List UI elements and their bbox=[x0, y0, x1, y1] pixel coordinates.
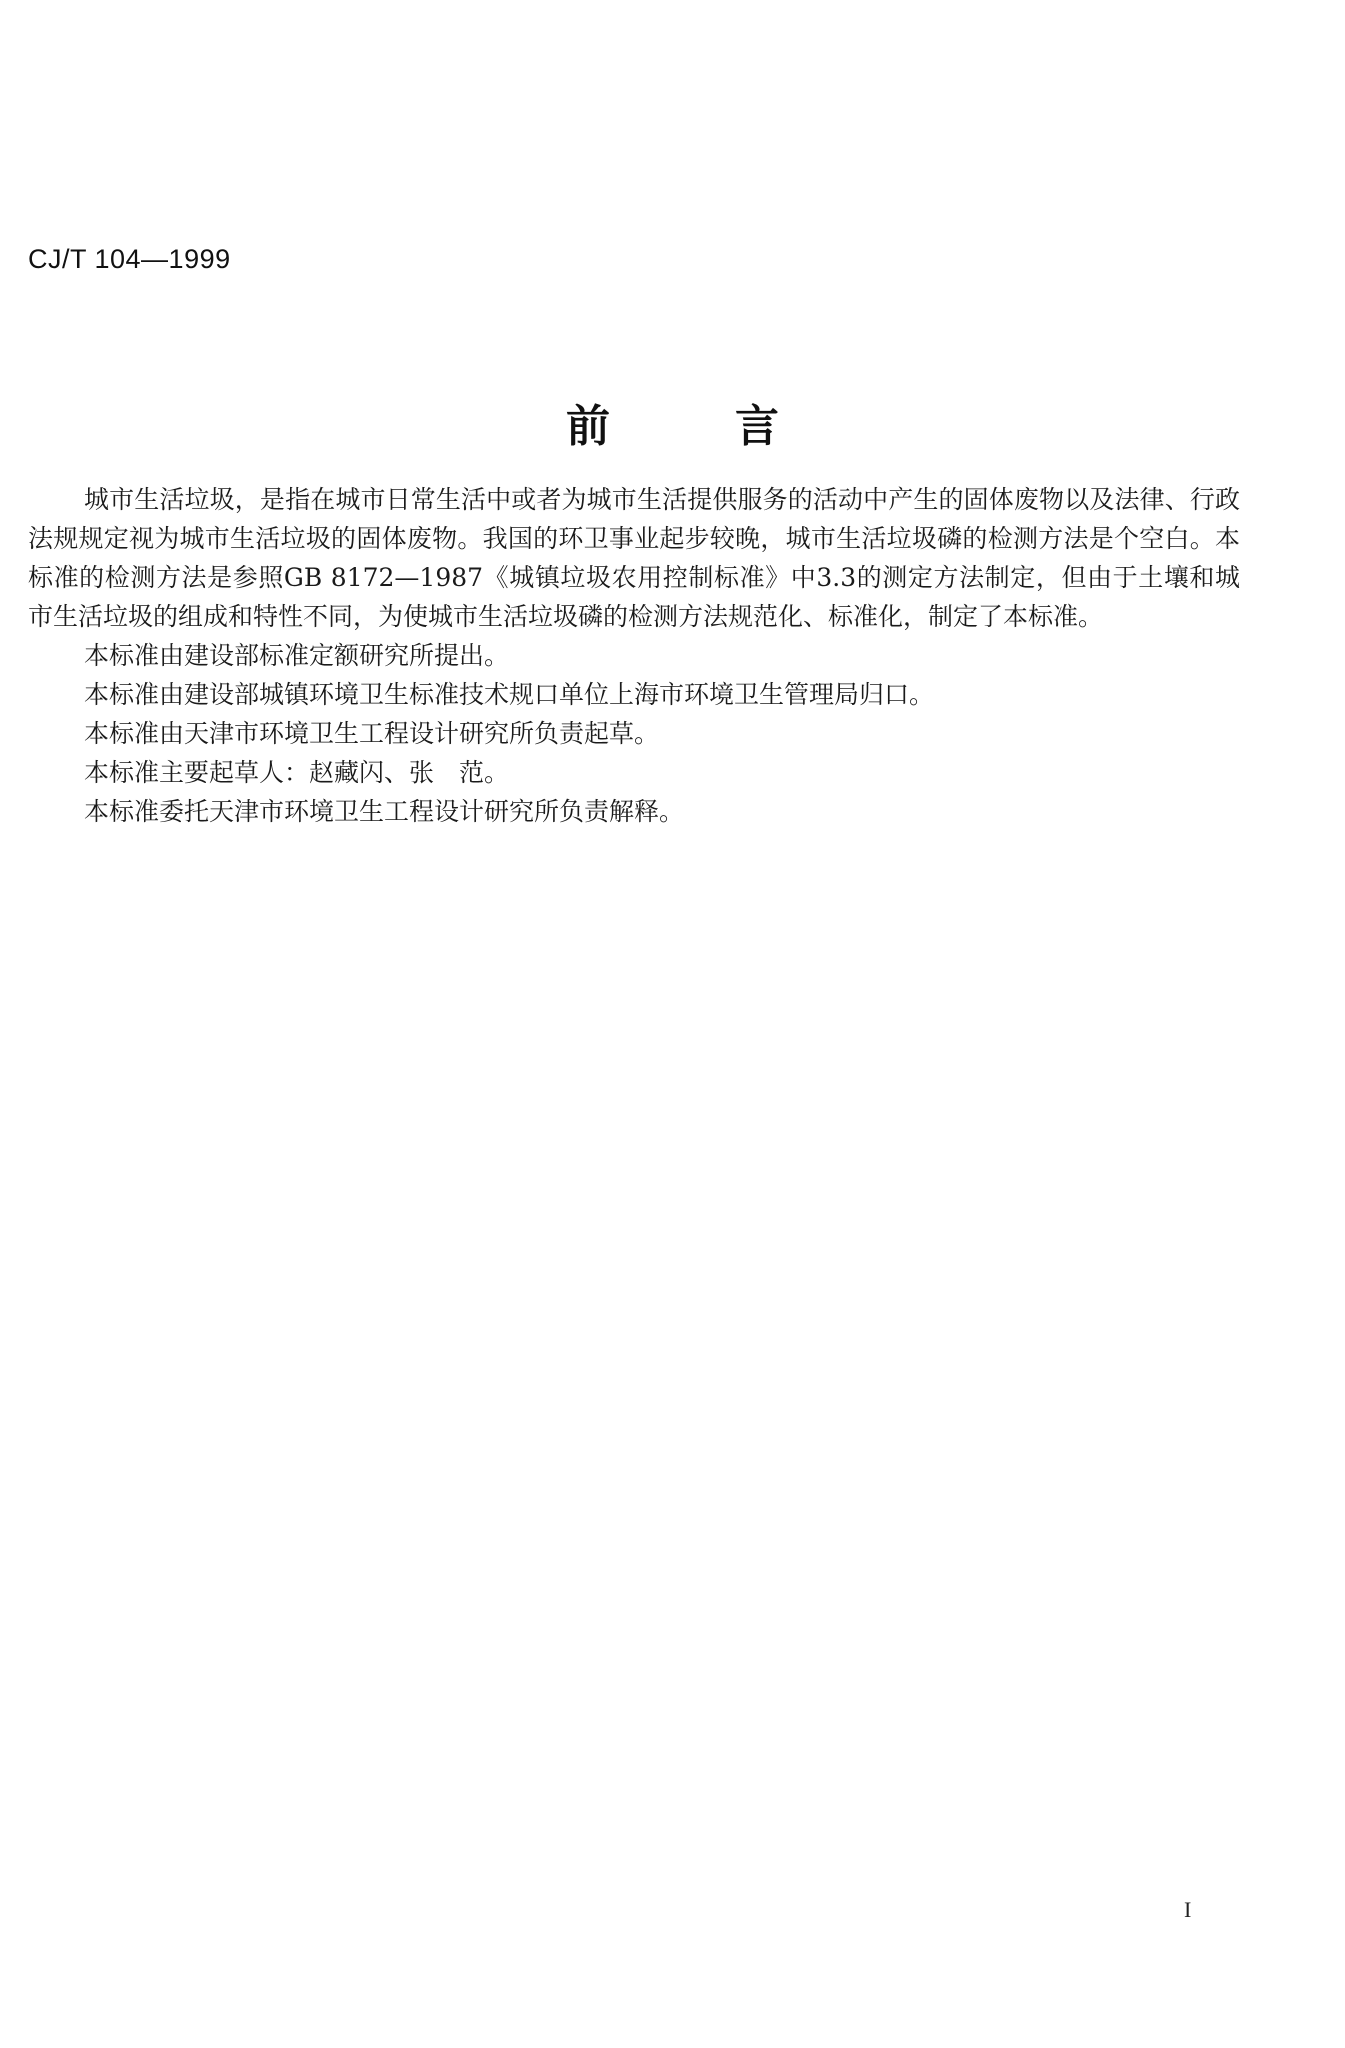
paragraph-proposer: 本标准由建设部标准定额研究所提出。 bbox=[84, 641, 510, 670]
paragraph-interpretation: 本标准委托天津市环境卫生工程设计研究所负责解释。 bbox=[84, 797, 685, 826]
foreword-body bbox=[28, 480, 1240, 831]
page-number: I bbox=[1184, 1897, 1192, 1922]
title-char-1: 前 bbox=[566, 401, 610, 452]
paragraph-intro: 城市生活垃圾，是指在城市日常生活中或者为城市生活提供服务的活动中产生的固体废物以及法律、行政法规规定视为城市生活垃圾的固体废物。我国的环卫事业起步较晚，城市生活垃圾磷的检测方法是个空白。本标准的检测方法是参照GB 8172—1987《城镇垃圾农用控制标准》中3.3的测定方法制定，但由于土壤和城市生活垃圾的组成和特性不同，为使城市生活垃圾磷的检测方法规范化、标准化，制定了本标准。 bbox=[28, 485, 1240, 631]
standard-code: CJ/T 104—1999 bbox=[28, 244, 231, 274]
paragraph-centralized-unit: 本标准由建设部城镇环境卫生标准技术规口单位上海市环境卫生管理局归口。 bbox=[84, 680, 935, 709]
page-title bbox=[0, 400, 1345, 454]
title-char-2: 言 bbox=[735, 401, 779, 452]
paragraph-drafters: 本标准主要起草人：赵藏闪、张 范。 bbox=[84, 758, 510, 787]
paragraph-drafting-unit: 本标准由天津市环境卫生工程设计研究所负责起草。 bbox=[84, 719, 660, 748]
